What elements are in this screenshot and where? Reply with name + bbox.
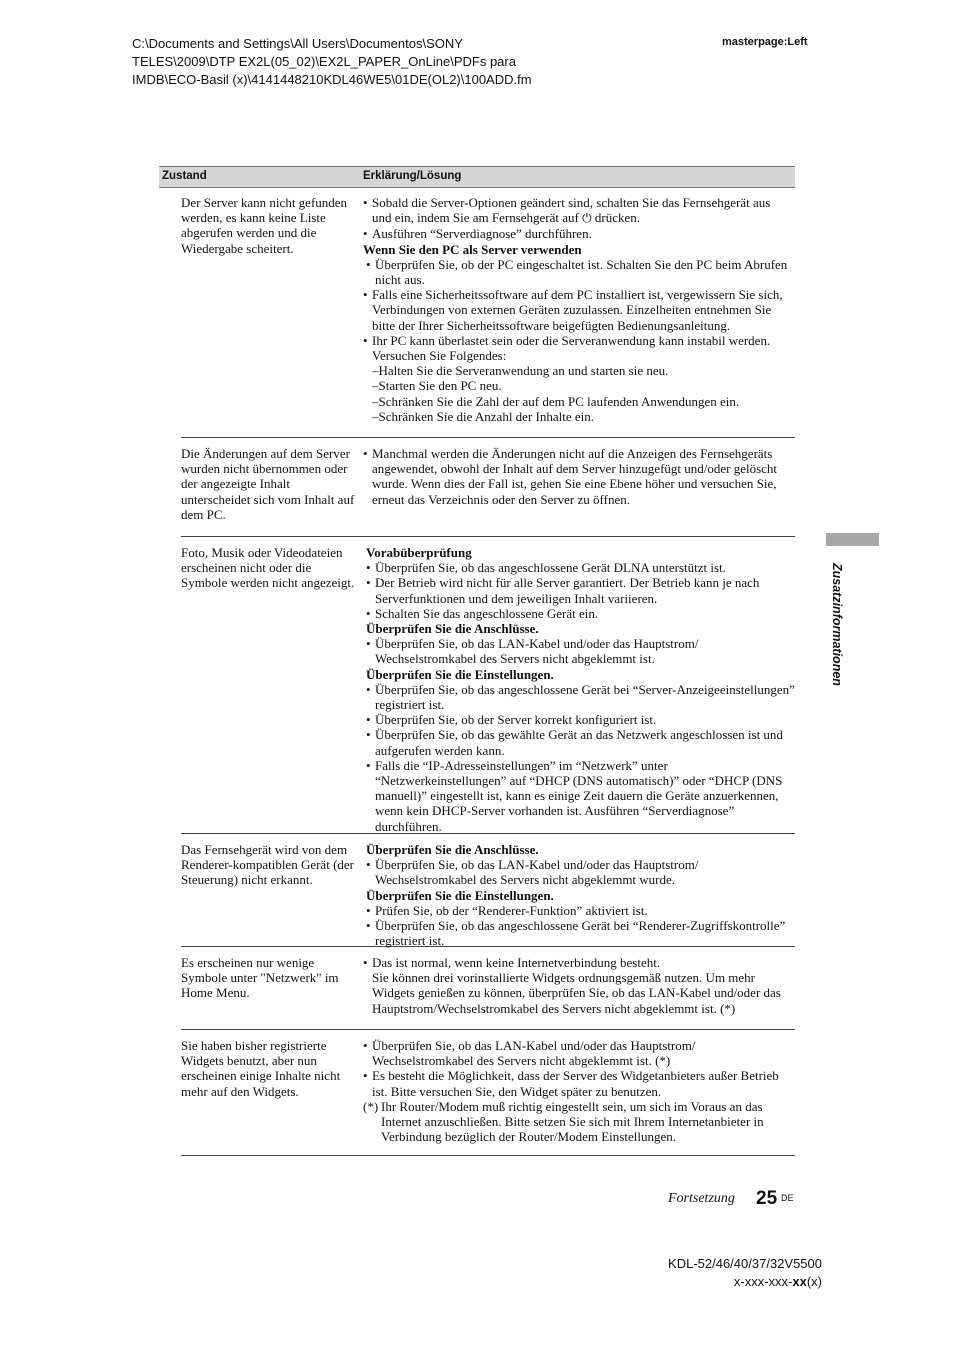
file-path-line: IMDB\ECO-Basil (x)\4141448210KDL46WE5\01DE(OL2)\100ADD.fm — [132, 72, 532, 87]
file-path-line: C:\Documents and Settings\All Users\Documentos\SONY — [132, 36, 463, 51]
file-path-header — [132, 35, 652, 89]
bullet-item: • Es besteht die Möglichkeit, dass der Server des Widgetanbieters außer Betrieb ist. Bitte versuchen Sie, den Widget später zu benutzen. — [363, 1068, 793, 1098]
condition-cell: Die Änderungen auf dem Server wurden nicht übernommen oder der angezeigte Inhalt unterscheidet sich vom Inhalt auf dem PC. — [181, 446, 355, 522]
bullet-item: • Schalten Sie das angeschlossene Gerät ein. — [366, 606, 796, 621]
bullet-item: • Überprüfen Sie, ob das angeschlossene Gerät bei “Renderer-Zugriffskontrolle” registriert ist. — [366, 918, 796, 948]
bullet-item: • Überprüfen Sie, ob der PC eingeschaltet ist. Schalten Sie den PC beim Abrufen nicht aus. — [363, 257, 793, 287]
table-row — [181, 187, 795, 438]
column-header-zustand: Zustand — [162, 170, 207, 182]
bullet-item: • Der Betrieb wird nicht für alle Server garantiert. Der Betrieb kann je nach Serverfunktionen und dem jeweiligen Inhalt variieren. — [366, 575, 796, 605]
bullet-item: • Überprüfen Sie, ob das LAN-Kabel und/oder das Hauptstrom/ Wechselstromkabel des Servers nicht abgeklemmt wurde. — [366, 857, 796, 887]
page-language-suffix: DE — [781, 1193, 794, 1203]
section-heading: Überprüfen Sie die Anschlüsse. — [366, 621, 539, 637]
page-number: 25 — [756, 1188, 778, 1209]
bullet-item: • Überprüfen Sie, ob der Server korrekt konfiguriert ist. — [366, 712, 796, 727]
condition-cell: Der Server kann nicht gefunden werden, es kann keine Liste abgerufen werden und die Wiedergabe scheitert. — [181, 195, 348, 256]
troubleshooting-table — [159, 166, 795, 1145]
bullet-item: • Prüfen Sie, ob der “Renderer-Funktion” aktiviert ist. — [366, 903, 796, 918]
bullet-item: • Überprüfen Sie, ob das angeschlossene Gerät DLNA unterstützt ist. — [366, 560, 796, 575]
dash-item: –Halten Sie die Serveranwendung an und starten sie neu. — [372, 363, 669, 379]
power-icon: ⏻ — [582, 211, 592, 226]
table-row — [181, 1030, 795, 1156]
continued-label: Fortsetzung — [668, 1191, 735, 1206]
solution-cell — [366, 545, 796, 834]
bullet-item: • Überprüfen Sie, ob das gewählte Gerät an das Netzwerk angeschlossen ist und aufgerufen werden kann. — [366, 727, 796, 757]
bullet-item: • Falls die “IP-Adresseinstellungen” im “Netzwerk” unter “Netzwerkeinstellungen” auf “DHCP (DNS automatisch)” oder “DHCP (DNS manuell)” eingestellt ist, kann es einige Zeit dauern die Geräte anzuerkennen, wenn kein DHCP-Server vorhanden ist. Ausführen “Serverdiagnose” durchführen. — [366, 758, 796, 834]
masterpage-label: masterpage:Left — [722, 36, 808, 48]
section-heading: Wenn Sie den PC als Server verwenden — [363, 241, 582, 257]
table-row — [181, 537, 795, 834]
solution-cell — [366, 842, 796, 948]
bullet-item: • Ausführen “Serverdiagnose” durchführen. — [363, 226, 793, 241]
table-header — [159, 166, 795, 188]
bullet-item: • Überprüfen Sie, ob das LAN-Kabel und/oder das Hauptstrom/ Wechselstromkabel des Servers nicht abgeklemmt ist. (*) — [363, 1038, 793, 1068]
side-tab-marker — [826, 533, 879, 546]
footnote-text: Ihr Router/Modem muß richtig eingestellt sein, um sich im Voraus an das Internet anzuschließen. Bitte setzen Sie sich mit Ihrem Internetanbieter in Verbindung bezüglich der Router/Modem Einstellungen. — [381, 1098, 764, 1145]
solution-cell — [363, 1038, 793, 1144]
bullet-item: • Überprüfen Sie, ob das LAN-Kabel und/oder das Hauptstrom/ Wechselstromkabel des Servers nicht abgeklemmt ist. — [366, 636, 796, 666]
file-path-line: TELES\2009\DTP EX2L(05_02)\EX2L_PAPER_OnLine\PDFs para — [132, 54, 516, 69]
column-header-erklaerung: Erklärung/Lösung — [363, 170, 462, 182]
condition-cell: Es erscheinen nur wenige Symbole unter "Netzwerk" im Home Menu. — [181, 955, 339, 1001]
bullet-item: • Das ist normal, wenn keine Internetverbindung besteht. — [363, 955, 793, 970]
section-heading: Überprüfen Sie die Einstellungen. — [366, 666, 554, 682]
solution-cell — [363, 955, 793, 1016]
footnote — [363, 1099, 793, 1145]
solution-cell — [363, 446, 793, 507]
paragraph: Sie können drei vorinstallierte Widgets ordnungsgemäß nutzen. Um mehr Widgets genießen zu können, überprüfen Sie, ob das LAN-Kabel und/oder das Hauptstrom/Wechselstromkabel des Servers nicht abgeklemmt ist. (*) — [372, 970, 781, 1016]
bullet-item: • Überprüfen Sie, ob das angeschlossene Gerät bei “Server-Anzeigeeinstellungen” registriert ist. — [366, 682, 796, 712]
document-code: x-xxx-xxx-xx(x) — [733, 1274, 822, 1289]
bullet-item: • Sobald die Server-Optionen geändert sind, schalten Sie das Fernsehgerät aus und ein, indem Sie am Fernsehgerät auf ⏻ drücken. — [363, 195, 793, 226]
table-row — [181, 834, 795, 947]
bullet-item: • Manchmal werden die Änderungen nicht auf die Anzeigen des Fernsehgeräts angewendet, obwohl der Inhalt auf dem Server hinzugefügt und/oder gelöscht wurde. Wenn dies der Fall ist, gehen Sie eine Ebene höher und versuchen Sie, erneut das Verzeichnis oder den Server zu öffnen. — [363, 446, 793, 507]
dash-item: –Schränken Sie die Anzahl der Inhalte ein. — [372, 408, 595, 424]
side-tab — [830, 563, 846, 723]
section-heading: Vorabüberprüfung — [366, 545, 472, 560]
section-heading: Überprüfen Sie die Einstellungen. — [366, 887, 554, 903]
condition-cell: Foto, Musik oder Videodateien erscheinen nicht oder die Symbole werden nicht angezeigt. — [181, 545, 355, 591]
table-row — [181, 438, 795, 537]
dash-item: –Starten Sie den PC neu. — [372, 378, 502, 394]
bullet-item: • Falls eine Sicherheitssoftware auf dem PC installiert ist, vergewissern Sie sich, Verbindungen von externen Geräten zuzulassen. Einzelheiten entnehmen Sie bitte der Ihrer Sicherheitssoftware beigefügten Bedienungsanleitung. — [363, 287, 793, 333]
solution-cell — [363, 195, 793, 424]
condition-cell: Sie haben bisher registrierte Widgets benutzt, aber nun erscheinen einige Inhalte nicht mehr auf den Widgets. — [181, 1038, 341, 1099]
section-heading: Überprüfen Sie die Anschlüsse. — [366, 842, 539, 857]
table-row — [181, 947, 795, 1030]
bullet-item: • Ihr PC kann überlastet sein oder die Serveranwendung kann instabil werden. Versuchen Sie Folgendes: — [363, 333, 793, 363]
side-tab-label: Zusatzinformationen — [830, 563, 844, 686]
condition-cell: Das Fernsehgerät wird von dem Renderer-kompatiblen Gerät (der Steuerung) nicht erkannt. — [181, 842, 354, 888]
model-number: KDL-52/46/40/37/32V5500 — [668, 1256, 822, 1271]
footnote-mark: (*) — [363, 1098, 379, 1114]
dash-item: –Schränken Sie die Zahl der auf dem PC laufenden Anwendungen ein. — [372, 393, 740, 409]
